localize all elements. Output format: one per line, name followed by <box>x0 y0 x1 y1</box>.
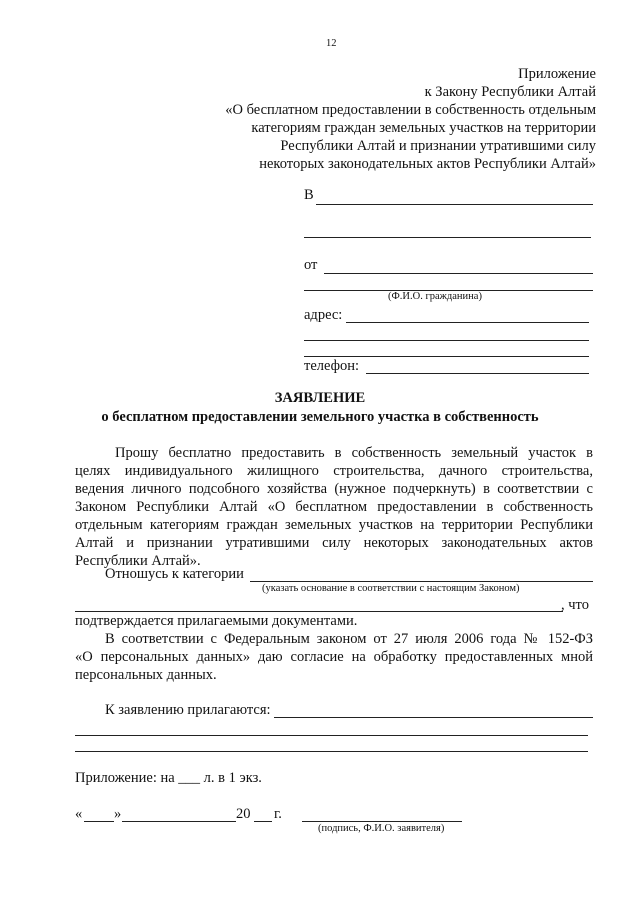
page-number: 12 <box>326 38 337 49</box>
date-open-quote: « <box>75 806 83 822</box>
phone-field[interactable] <box>366 373 589 374</box>
attachments-field[interactable] <box>274 717 593 718</box>
attachments-label: К заявлению прилагаются: <box>105 702 271 718</box>
attachments-field-2[interactable] <box>75 735 588 736</box>
paragraph-line: Законом Республики Алтай «О бесплатном предоставлении в собственность <box>75 499 593 515</box>
date-close-quote: » <box>114 806 122 822</box>
signature-field[interactable] <box>302 821 462 822</box>
appendix-text: Приложение: на ___ л. в 1 экз. <box>75 770 262 786</box>
paragraph-line: целях индивидуального жилищного строительства, дачного строительства, <box>75 463 593 479</box>
annex-line: Приложение <box>518 66 596 82</box>
paragraph-line: Алтай и признании утратившими силу некоторых законодательных актов <box>75 535 593 551</box>
annex-line: «О бесплатном предоставлении в собственность отдельным <box>225 102 596 118</box>
paragraph-line: ведения личного подсобного хозяйства (нужное подчеркнуть) в соответствии с <box>75 481 593 497</box>
that-text: , что <box>561 597 589 613</box>
fio-hint: (Ф.И.О. гражданина) <box>388 291 482 302</box>
category-field-2[interactable] <box>75 611 563 612</box>
to-field-2[interactable] <box>304 237 591 238</box>
day-field[interactable] <box>84 821 114 822</box>
paragraph-line: В соответствии с Федеральным законом от 27 июля 2006 года № 152-ФЗ <box>105 631 593 647</box>
annex-line: некоторых законодательных актов Республики Алтай» <box>259 156 596 172</box>
paragraph-line: Прошу бесплатно предоставить в собственность земельный участок в <box>115 445 593 461</box>
from-field[interactable] <box>324 273 593 274</box>
document-subtitle: о бесплатном предоставлении земельного участка в собственность <box>101 409 539 425</box>
to-label: В <box>304 187 314 203</box>
address-field[interactable] <box>346 322 589 323</box>
month-field[interactable] <box>122 821 236 822</box>
address-field-3[interactable] <box>304 356 589 357</box>
address-field-2[interactable] <box>304 340 589 341</box>
annex-line: к Закону Республики Алтай <box>424 84 596 100</box>
annex-line: Республики Алтай и признании утратившими силу <box>280 138 596 154</box>
category-field[interactable] <box>250 581 593 582</box>
paragraph-line: отдельным категориям граждан земельных участков на территории Республики <box>75 517 593 533</box>
year-prefix: 20 <box>236 806 251 822</box>
category-label: Отношусь к категории <box>105 566 244 582</box>
paragraph-line: «О персональных данных» даю согласие на обработку предоставленных мной <box>75 649 593 665</box>
to-field[interactable] <box>316 204 593 205</box>
annex-line: категориям граждан земельных участков на территории <box>251 120 596 136</box>
category-hint: (указать основание в соответствии с настоящим Законом) <box>262 583 520 594</box>
year-suffix: г. <box>274 806 282 822</box>
signature-hint: (подпись, Ф.И.О. заявителя) <box>318 823 445 834</box>
paragraph-line: персональных данных. <box>75 667 217 683</box>
address-label: адрес: <box>304 307 343 323</box>
paragraph-line: Республики Алтай». <box>75 553 201 569</box>
attachments-field-3[interactable] <box>75 751 588 752</box>
phone-label: телефон: <box>304 358 360 374</box>
document-title: ЗАЯВЛЕНИЕ <box>274 390 366 406</box>
from-label: от <box>304 257 318 273</box>
year-field[interactable] <box>254 821 272 822</box>
confirmed-text: подтверждается прилагаемыми документами. <box>75 613 358 629</box>
